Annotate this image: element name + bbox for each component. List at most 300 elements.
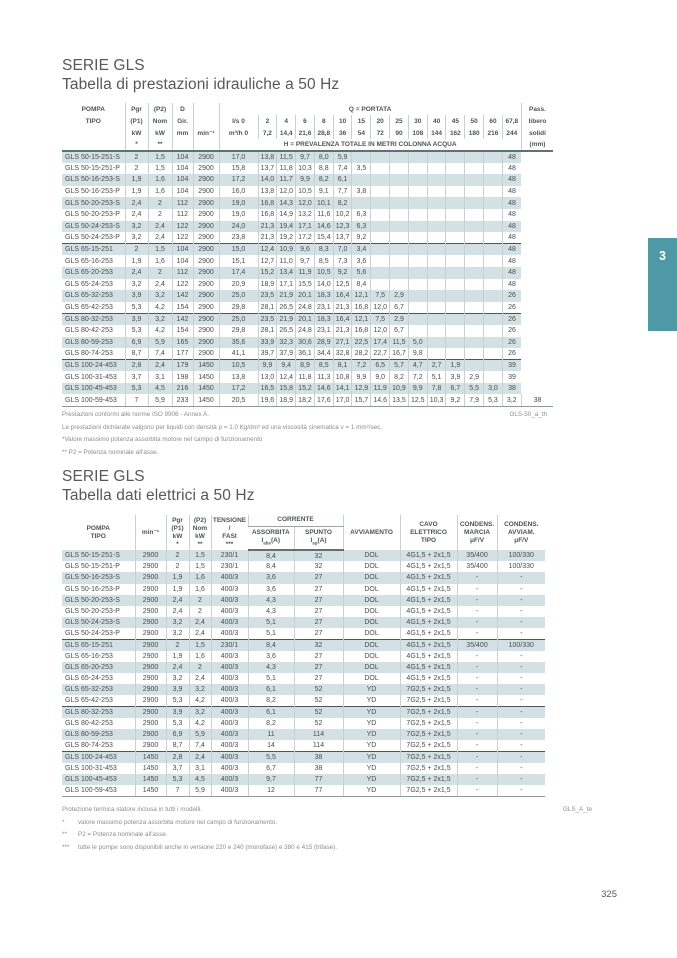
col-pass: libero <box>521 115 553 127</box>
data-cell: 2900 <box>135 684 166 695</box>
data-cell: - <box>457 651 497 662</box>
data-cell: 2900 <box>193 244 219 256</box>
data-cell: 3,6 <box>248 572 294 583</box>
data-cell: 2,4 <box>125 267 148 279</box>
data-cell: 2,7 <box>427 360 446 372</box>
data-cell: 2900 <box>135 695 166 706</box>
data-cell: 26 <box>502 337 521 349</box>
pump-type-cell: GLS 50-16-253-P <box>65 585 120 593</box>
data-cell: 7,4 <box>189 740 211 751</box>
data-cell: 3,2 <box>166 673 189 684</box>
data-cell: 13,8 <box>258 186 277 198</box>
data-cell <box>390 267 409 279</box>
data-cell <box>484 360 503 372</box>
data-cell: DOL <box>343 662 400 673</box>
data-cell: - <box>457 595 497 606</box>
table-row <box>62 617 545 628</box>
pump-type-cell: GLS 100-31-453 <box>65 764 117 772</box>
col-cavo-elettrico: CAVO ELETTRICO TIPO <box>400 515 457 550</box>
data-cell: 23,5 <box>258 290 277 302</box>
header-cell: 25 <box>390 115 409 127</box>
data-cell: 9,8 <box>408 348 427 360</box>
pump-type-cell: GLS 50-15-251-S <box>65 153 120 161</box>
pump-type-cell: GLS 65-24-253 <box>65 675 113 683</box>
data-cell: 27 <box>294 628 343 639</box>
data-cell: 2,4 <box>166 662 189 673</box>
data-cell: 14,9 <box>277 209 296 221</box>
data-cell <box>484 371 503 383</box>
data-cell: - <box>497 584 545 595</box>
data-cell <box>465 151 484 163</box>
header-row-3 <box>62 127 553 139</box>
data-cell: 9,7 <box>296 151 315 163</box>
data-cell: 9,4 <box>277 360 296 372</box>
data-cell: 2,4 <box>189 628 211 639</box>
data-cell: 8,3 <box>314 244 333 256</box>
data-cell: 26 <box>502 302 521 314</box>
data-cell: 8,5 <box>314 360 333 372</box>
data-cell: 154 <box>172 302 193 314</box>
header-cell: 10 <box>333 115 352 127</box>
pgr-footmark: * <box>125 139 148 151</box>
data-cell: 27,1 <box>333 337 352 349</box>
data-cell <box>390 197 409 209</box>
col-pgr: Pgr (P1) kW * <box>166 515 189 550</box>
data-cell: 7,5 <box>371 290 390 302</box>
data-cell <box>465 348 484 360</box>
data-cell: 7G2,5 + 2x1,5 <box>400 751 457 762</box>
data-cell: 15,1 <box>219 255 258 267</box>
data-cell <box>465 267 484 279</box>
col-avviamento: AVVIAMENTO <box>343 515 400 550</box>
data-cell <box>427 186 446 198</box>
data-cell: - <box>497 763 545 774</box>
data-cell: 2900 <box>193 290 219 302</box>
pump-type-cell: GLS 65-24-253 <box>65 280 113 288</box>
data-cell <box>408 244 427 256</box>
data-cell: 15,5 <box>296 279 315 291</box>
data-cell <box>408 313 427 325</box>
header-cell: 20 <box>371 115 390 127</box>
col-pompa: POMPA <box>81 105 105 113</box>
data-cell <box>446 290 465 302</box>
data-cell: 11,0 <box>277 255 296 267</box>
data-cell: 8,2 <box>390 371 409 383</box>
data-cell: 400/3 <box>211 774 248 785</box>
data-cell: 2,4 <box>125 209 148 221</box>
data-cell: 21,3 <box>258 221 277 233</box>
data-cell: 7G2,5 + 2x1,5 <box>400 740 457 751</box>
data-cell: 1450 <box>135 751 166 762</box>
data-cell: 11,6 <box>314 209 333 221</box>
electric-footnotes <box>62 806 592 856</box>
data-cell: 5,3 <box>166 718 189 729</box>
data-cell <box>427 313 446 325</box>
data-cell: - <box>457 628 497 639</box>
data-cell <box>446 279 465 291</box>
data-cell: 5,6 <box>352 267 371 279</box>
electric-table-header <box>62 515 545 550</box>
data-cell: 7 <box>166 785 189 796</box>
table-row <box>62 606 545 617</box>
data-cell: 15,8 <box>277 383 296 395</box>
data-cell: 4,2 <box>189 695 211 706</box>
data-cell: DOL <box>343 640 400 651</box>
data-cell: 1,9 <box>166 651 189 662</box>
data-cell: 3,2 <box>148 290 172 302</box>
data-cell: 3,5 <box>352 163 371 175</box>
data-cell: 11,5 <box>277 151 296 163</box>
data-cell: 2900 <box>135 572 166 583</box>
data-cell: 1,5 <box>189 550 211 561</box>
data-cell <box>465 337 484 349</box>
data-cell: 52 <box>294 684 343 695</box>
data-cell <box>446 302 465 314</box>
data-cell: 8,4 <box>248 561 294 572</box>
data-cell: - <box>457 740 497 751</box>
data-cell: YD <box>343 695 400 706</box>
data-cell: 12,4 <box>277 371 296 383</box>
pump-type-cell: GLS 100-24-453 <box>62 360 125 372</box>
data-cell: 2,4 <box>166 595 189 606</box>
data-cell: 15,0 <box>219 244 258 256</box>
header-cell: 180 <box>465 127 484 139</box>
data-cell: 11 <box>248 729 294 740</box>
hydraulic-table-subtitle: Tabella di prestazioni idrauliche a 50 Hz <box>62 75 340 93</box>
data-cell: 35/400 <box>457 640 497 651</box>
data-cell: 27 <box>294 572 343 583</box>
data-cell: YD <box>343 684 400 695</box>
data-cell: 1450 <box>135 774 166 785</box>
data-cell: DOL <box>343 651 400 662</box>
data-cell: 4G1,5 + 2x1,5 <box>400 640 457 651</box>
data-cell <box>390 174 409 186</box>
data-cell: 230/1 <box>211 640 248 651</box>
data-cell <box>390 151 409 163</box>
data-cell: 7,5 <box>371 313 390 325</box>
data-cell: 112 <box>172 209 193 221</box>
data-cell: 13,4 <box>277 267 296 279</box>
data-cell: 2,4 <box>189 673 211 684</box>
data-cell: 10,8 <box>333 371 352 383</box>
table-row <box>62 561 545 572</box>
data-cell: 11,9 <box>296 267 315 279</box>
data-cell: 3,1 <box>189 763 211 774</box>
data-cell: 14,0 <box>258 174 277 186</box>
table-row <box>62 209 553 221</box>
data-cell: 2900 <box>135 550 166 561</box>
footnote-line: GLS-50_a_th Prestazioni conformi alle norme ISO 9906 - Annex A. <box>62 411 547 418</box>
col-corrente-spunto: SPUNTO $I_{sp}(A)$ <box>294 526 343 550</box>
data-cell: - <box>497 662 545 673</box>
pump-type-cell: GLS 50-24-253-P <box>65 234 120 242</box>
data-cell: 8,2 <box>333 197 352 209</box>
hydraulic-table-body <box>62 151 553 406</box>
data-cell: 400/3 <box>211 785 248 796</box>
electric-table-container <box>62 515 545 797</box>
data-cell: 16,8 <box>352 302 371 314</box>
data-cell: 8,4 <box>248 550 294 561</box>
data-cell: 3,2 <box>125 221 148 233</box>
data-cell: 10,5 <box>219 360 258 372</box>
data-cell: 15,8 <box>219 163 258 175</box>
data-cell: - <box>497 718 545 729</box>
data-cell: 3,1 <box>148 371 172 383</box>
data-cell <box>484 244 503 256</box>
data-cell: 1,9 <box>125 186 148 198</box>
data-cell <box>446 221 465 233</box>
data-cell <box>408 267 427 279</box>
data-cell: 14,6 <box>371 394 390 406</box>
data-cell: 20,1 <box>296 290 315 302</box>
data-cell: 11,5 <box>390 337 409 349</box>
electric-table-body <box>62 550 545 796</box>
data-cell: 17,6 <box>314 394 333 406</box>
data-cell: 32,8 <box>333 348 352 360</box>
col-pass: Pass. <box>521 103 553 115</box>
data-cell: 18,9 <box>277 394 296 406</box>
data-cell <box>371 255 390 267</box>
data-cell: 48 <box>502 244 521 256</box>
data-cell <box>446 325 465 337</box>
data-cell <box>465 174 484 186</box>
data-cell: 18,3 <box>314 313 333 325</box>
data-cell: 39,7 <box>258 348 277 360</box>
data-cell: 9,0 <box>371 371 390 383</box>
data-cell: 11,9 <box>371 383 390 395</box>
data-cell: 400/3 <box>211 740 248 751</box>
col-p2: (P2) Nom kW ** <box>189 515 211 550</box>
data-cell <box>446 186 465 198</box>
data-cell: 9,2 <box>446 394 465 406</box>
data-cell: 16,0 <box>219 186 258 198</box>
hydraulic-section-title <box>62 57 339 94</box>
data-cell: 14 <box>248 740 294 751</box>
col-pgr: (P1) <box>125 115 148 127</box>
data-cell: 19,0 <box>219 209 258 221</box>
header-cell: 2 <box>258 115 277 127</box>
data-cell: 5,5 <box>248 751 294 762</box>
data-cell <box>465 197 484 209</box>
data-cell <box>390 209 409 221</box>
data-cell: 2900 <box>135 662 166 673</box>
header-row-4 <box>62 139 553 151</box>
data-cell <box>484 255 503 267</box>
pump-type-cell: GLS 100-31-453 <box>65 373 117 381</box>
p2-footmark: ** <box>148 139 172 151</box>
data-cell: 5,9 <box>333 151 352 163</box>
data-cell: - <box>497 673 545 684</box>
data-cell <box>371 209 390 221</box>
data-cell <box>408 221 427 233</box>
data-cell: - <box>497 707 545 718</box>
pump-type-cell: GLS 80-42-253 <box>65 327 113 335</box>
data-cell: 8,8 <box>314 163 333 175</box>
data-cell: 2900 <box>193 348 219 360</box>
data-cell: 114 <box>294 740 343 751</box>
data-cell: 13,2 <box>296 209 315 221</box>
data-cell: 3,6 <box>248 584 294 595</box>
data-cell: 7,3 <box>333 255 352 267</box>
data-cell: 3,2 <box>166 628 189 639</box>
data-cell <box>465 186 484 198</box>
hydraulic-table-header <box>62 103 553 151</box>
data-cell: 1450 <box>193 383 219 395</box>
data-cell: 23,5 <box>258 313 277 325</box>
table-code-label: GLS-50_a_th <box>509 411 547 418</box>
data-cell: 29,8 <box>219 325 258 337</box>
table-row <box>62 313 553 325</box>
data-cell: 2,4 <box>189 617 211 628</box>
data-cell: 21,3 <box>333 325 352 337</box>
data-cell: 10,9 <box>277 244 296 256</box>
data-cell: 12,9 <box>352 383 371 395</box>
pump-type-cell: GLS 65-20-253 <box>65 269 113 277</box>
data-cell: 2900 <box>135 606 166 617</box>
data-cell: 7,0 <box>333 244 352 256</box>
data-cell: 165 <box>172 337 193 349</box>
data-cell: 37,9 <box>277 348 296 360</box>
data-cell: YD <box>343 729 400 740</box>
data-cell: 2 <box>166 640 189 651</box>
data-cell: 4G1,5 + 2x1,5 <box>400 606 457 617</box>
data-cell: 13,0 <box>258 371 277 383</box>
data-cell: 77 <box>294 774 343 785</box>
data-cell: 2900 <box>193 232 219 244</box>
pump-type-cell: GLS 65-42-253 <box>65 697 113 705</box>
data-cell: 32 <box>294 561 343 572</box>
data-cell: 8,7 <box>125 348 148 360</box>
data-cell: 21,9 <box>277 313 296 325</box>
data-cell: 5,3 <box>484 394 503 406</box>
data-cell: 48 <box>502 267 521 279</box>
data-cell: 12,0 <box>371 325 390 337</box>
data-cell: 52 <box>294 718 343 729</box>
data-cell: 1,5 <box>189 561 211 572</box>
data-cell <box>427 290 446 302</box>
data-cell: 6,9 <box>125 337 148 349</box>
data-cell <box>390 186 409 198</box>
data-cell: 2 <box>148 267 172 279</box>
pump-type-cell: GLS 65-20-253 <box>65 663 113 671</box>
data-cell: 48 <box>502 221 521 233</box>
data-cell: 5,0 <box>408 337 427 349</box>
data-cell: 2900 <box>193 255 219 267</box>
data-cell <box>446 313 465 325</box>
data-cell: 24,0 <box>219 221 258 233</box>
data-cell: 2 <box>189 662 211 673</box>
data-cell: 2900 <box>193 151 219 163</box>
data-cell: 9,7 <box>296 255 315 267</box>
data-cell: 28,9 <box>314 337 333 349</box>
data-cell: 28,1 <box>258 325 277 337</box>
data-cell: YD <box>343 707 400 718</box>
data-cell <box>446 337 465 349</box>
data-cell <box>446 209 465 221</box>
data-cell: - <box>497 785 545 796</box>
data-cell: 16,4 <box>333 313 352 325</box>
data-cell: 9,2 <box>333 267 352 279</box>
footnote-line: *Valore massimo potenza assorbita motore nel campo di funzionamento <box>62 436 263 444</box>
data-cell: 7G2,5 + 2x1,5 <box>400 785 457 796</box>
data-cell: 22,5 <box>352 337 371 349</box>
data-cell: 14,0 <box>314 279 333 291</box>
data-cell <box>427 209 446 221</box>
pump-type-cell: GLS 65-16-253 <box>65 257 113 265</box>
data-cell: 26,5 <box>277 302 296 314</box>
data-cell: 1,5 <box>148 244 172 256</box>
table-row <box>62 774 545 785</box>
table-row <box>62 740 545 751</box>
data-cell: 154 <box>172 325 193 337</box>
data-cell: 15,4 <box>314 232 333 244</box>
data-cell: DOL <box>343 595 400 606</box>
col-tipo <box>62 127 125 139</box>
data-cell: 5,9 <box>148 337 172 349</box>
data-cell: 2 <box>189 606 211 617</box>
data-cell <box>465 279 484 291</box>
data-cell: 27 <box>294 673 343 684</box>
data-cell <box>427 267 446 279</box>
data-cell: 2,8 <box>166 751 189 762</box>
data-cell: 2,4 <box>166 606 189 617</box>
data-cell: 2900 <box>135 628 166 639</box>
data-cell: 2900 <box>135 617 166 628</box>
data-cell: 400/3 <box>211 628 248 639</box>
data-cell: 25,0 <box>219 313 258 325</box>
data-cell: 5,3 <box>125 383 148 395</box>
data-cell: - <box>457 774 497 785</box>
data-cell <box>371 244 390 256</box>
pump-type-cell: GLS 65-32-253 <box>65 686 113 694</box>
data-cell: YD <box>343 774 400 785</box>
data-cell: 2,4 <box>148 279 172 291</box>
data-cell: 48 <box>502 186 521 198</box>
data-cell: 10,3 <box>296 163 315 175</box>
data-cell: 52 <box>294 695 343 706</box>
table-row <box>62 197 553 209</box>
data-cell: 9,9 <box>408 383 427 395</box>
data-cell <box>465 232 484 244</box>
data-cell: 12,0 <box>371 302 390 314</box>
data-cell: 6,3 <box>352 221 371 233</box>
data-cell: 4,5 <box>189 774 211 785</box>
data-cell: 400/3 <box>211 751 248 762</box>
data-cell: 2 <box>148 209 172 221</box>
data-cell: 400/3 <box>211 595 248 606</box>
data-cell: 6,5 <box>371 360 390 372</box>
header-row-top <box>62 515 545 526</box>
data-cell <box>408 302 427 314</box>
data-cell: 8,4 <box>248 640 294 651</box>
data-cell: 17,4 <box>219 267 258 279</box>
header-cell: 72 <box>371 127 390 139</box>
col-d: mm <box>172 127 193 139</box>
data-cell: 5,3 <box>166 774 189 785</box>
data-cell: 48 <box>502 163 521 175</box>
data-cell: - <box>497 628 545 639</box>
data-cell: 16,8 <box>352 325 371 337</box>
data-cell: 104 <box>172 244 193 256</box>
table-row <box>62 584 545 595</box>
data-cell <box>484 267 503 279</box>
pump-type-cell: GLS 50-15-251-S <box>65 552 120 560</box>
data-cell: 179 <box>172 360 193 372</box>
table-row <box>62 673 545 684</box>
data-cell: 2 <box>166 561 189 572</box>
data-cell <box>390 232 409 244</box>
data-cell: 6,7 <box>390 302 409 314</box>
